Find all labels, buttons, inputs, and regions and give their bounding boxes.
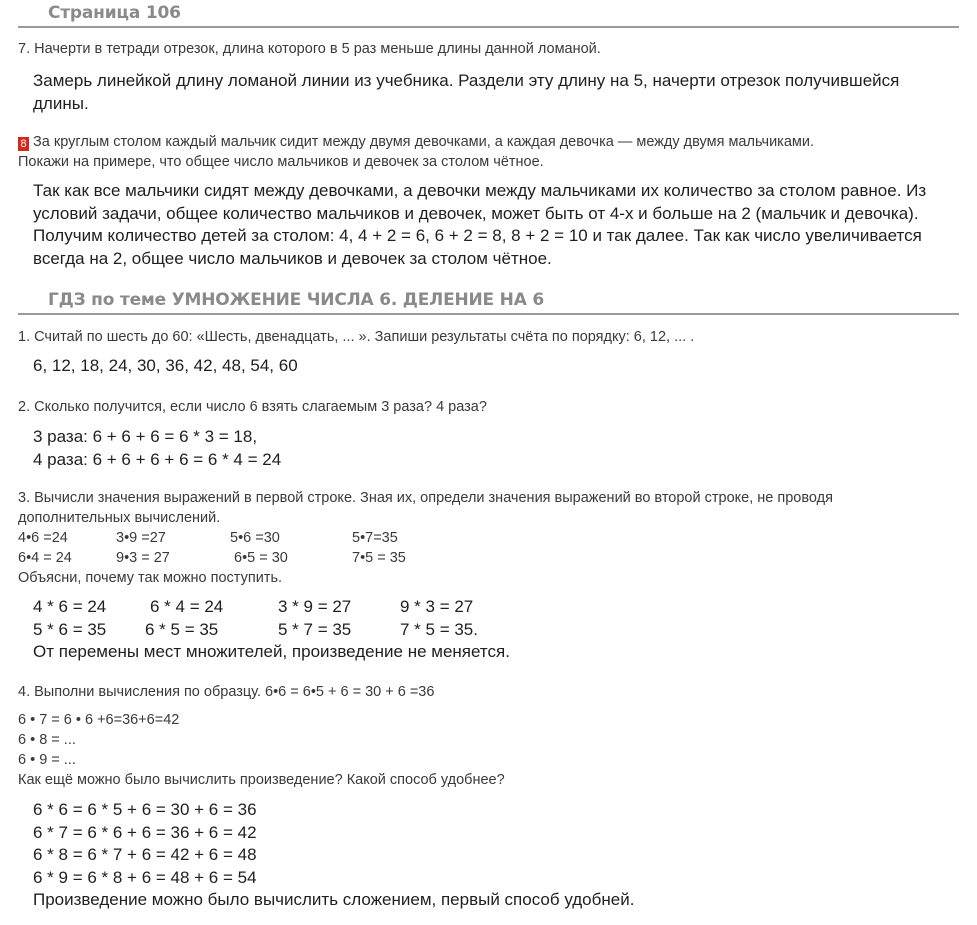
expression: 7•5 = 35 [352,550,406,566]
section-header-text: ГДЗ по теме УМНОЖЕНИЕ ЧИСЛА 6. ДЕЛЕНИЕ НА 6 [48,290,544,310]
task-marker: 8 [18,137,29,151]
task-2-answer-line: 3 раза: 6 + 6 + 6 = 6 * 3 = 18, [33,427,258,446]
task-2-answer [33,426,963,471]
task-4-answer-line: 6 * 7 = 6 * 6 + 6 = 36 + 6 = 42 [33,822,257,842]
task-4-ask: Как ещё можно было вычислить произведение? Какой способ удобнее? [18,772,505,788]
task-3-answer-row [33,596,963,619]
task-3-answer-row [33,619,963,642]
task-3-answer-note: От перемены мест множителей, произведение не меняется. [33,642,510,661]
task-4-conclusion: Произведение можно было вычислить сложением, первый способ удобней. [33,890,635,909]
answer-expression: 7 * 5 = 35. [400,619,478,639]
section-header-text: Страница 106 [48,3,181,23]
task-3-question [18,488,963,588]
expression: 5•6 =30 [230,530,280,546]
answer-expression: 4 * 6 = 24 [33,597,107,616]
answer-8: Так как все мальчики сидят между девочками, а девочки между мальчиками их количество за столом равное. Из условий задачи, общее количество мальчиков и девочек, может быть от 4-х и больше на 2 (мальчик и девочка). Получим количество детей за столом: 4, 4 + 2 = 6, 6 + 2 = 8, 8 + 2 = 10 и так далее. Так как число увеличивается всегда на 2, общее число мальчиков и девочек за столом чётное. [33,181,927,268]
task-3-grid-row [18,548,963,568]
question-8-line1: За круглым столом каждый мальчик сидит между двумя девочками, а каждая девочка — между двумя мальчиками. [33,134,815,150]
answer-expression: 6 * 5 = 35 [145,619,219,639]
task-3-answer [33,596,963,664]
expression: 9•3 = 27 [116,550,170,566]
expression: 6•4 = 24 [18,550,72,566]
section-header-page [18,0,959,28]
task-4-examples [18,710,963,790]
answer-7: Замерь линейкой длину ломаной линии из учебника. Раздели эту длину на 5, начерти отрезок получившейся длины. [33,71,900,113]
question-8 [18,132,963,172]
task-4-example: 6 • 9 = ... [18,752,76,768]
task-3-explain: Объясни, почему так можно поступить. [18,570,283,586]
task-1-answer: 6, 12, 18, 24, 30, 36, 42, 48, 54, 60 [33,356,298,375]
expression: 3•9 =27 [116,530,166,546]
answer-expression: 3 * 9 = 27 [278,597,352,616]
task-4-answer-line: 6 * 6 = 6 * 5 + 6 = 30 + 6 = 36 [33,800,257,819]
task-3-grid-row [18,528,963,548]
task-4-example: 6 • 8 = ... [18,732,76,748]
task-2-answer-line: 4 раза: 6 + 6 + 6 + 6 = 6 * 4 = 24 [33,449,282,469]
expression: 4•6 =24 [18,530,68,546]
section-header-topic [18,287,959,315]
task-4-question: 4. Выполни вычисления по образцу. 6•6 = 6•5 + 6 = 30 + 6 =36 [18,684,435,700]
task-2-question: 2. Сколько получится, если число 6 взять слагаемым 3 раза? 4 раза? [18,399,487,415]
task-1-question: 1. Считай по шесть до 60: «Шесть, двенадцать, ... ». Запиши результаты счёта по порядку: 6, 12, ... . [18,329,695,345]
answer-expression: 5 * 7 = 35 [278,619,352,639]
question-8-line2: Покажи на примере, что общее число мальчиков и девочек за столом чётное. [18,154,544,170]
answer-expression: 6 * 4 = 24 [150,597,224,616]
task-4-answer [33,799,963,912]
task-4-answer-line: 6 * 9 = 6 * 8 + 6 = 48 + 6 = 54 [33,867,257,887]
task-4-example: 6 • 7 = 6 • 6 +6=36+6=42 [18,712,180,728]
answer-expression: 5 * 6 = 35 [33,619,107,639]
task-3-question-text: 3. Вычисли значения выражений в первой строке. Зная их, определи значения выражений во второй строке, не проводя дополнительных вычислений. [18,490,833,526]
question-7: 7. Начерти в тетради отрезок, длина которого в 5 раз меньше длины данной ломаной. [18,41,601,57]
expression: 6•5 = 30 [234,550,288,566]
task-4-answer-line: 6 * 8 = 6 * 7 + 6 = 42 + 6 = 48 [33,845,257,864]
expression: 5•7=35 [352,530,398,546]
answer-expression: 9 * 3 = 27 [400,597,474,616]
